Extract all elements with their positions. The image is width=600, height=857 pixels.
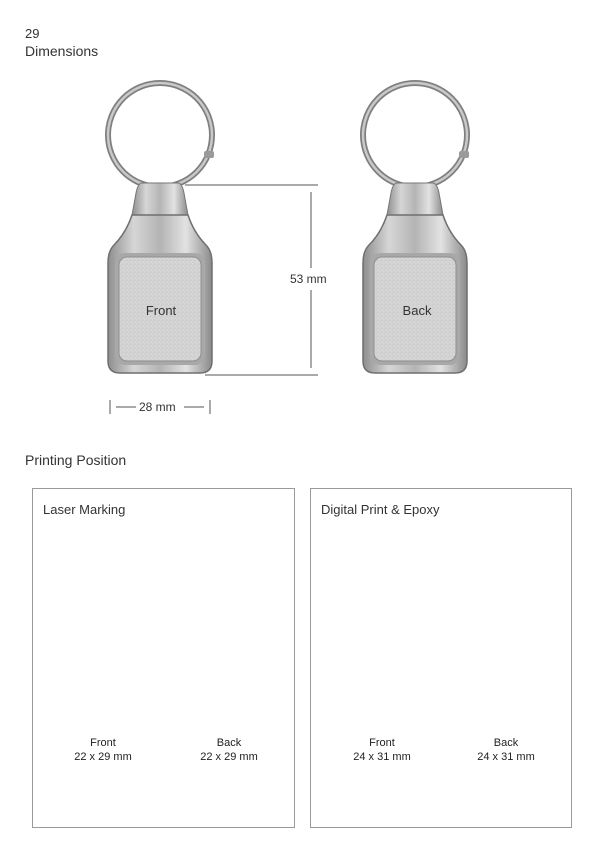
laser-marking-panel	[32, 488, 295, 828]
keychain-front-image	[108, 83, 214, 373]
digital-back-name: Back	[493, 737, 519, 749]
height-dimension: 53 mm	[290, 272, 327, 286]
laser-back-size: 22 x 29 mm	[200, 751, 258, 763]
laser-front-size: 22 x 29 mm	[74, 751, 132, 763]
page-number: 29	[25, 26, 40, 41]
keychain-back-image	[363, 83, 469, 373]
digital-front-size: 24 x 31 mm	[353, 751, 411, 763]
width-dimension: 28 mm	[139, 400, 176, 414]
laser-marking-title: Laser Marking	[43, 502, 126, 517]
digital-print-panel	[310, 488, 572, 828]
page-heading: Dimensions	[25, 43, 99, 59]
printing-position-title: Printing Position	[25, 452, 127, 468]
laser-back-name: Back	[216, 737, 242, 749]
digital-back-size: 24 x 31 mm	[477, 751, 535, 763]
digital-print-title: Digital Print & Epoxy	[321, 502, 440, 517]
laser-front-name: Front	[90, 737, 116, 749]
digital-front-name: Front	[369, 737, 395, 749]
back-label: Back	[402, 303, 432, 318]
front-label: Front	[145, 303, 177, 318]
